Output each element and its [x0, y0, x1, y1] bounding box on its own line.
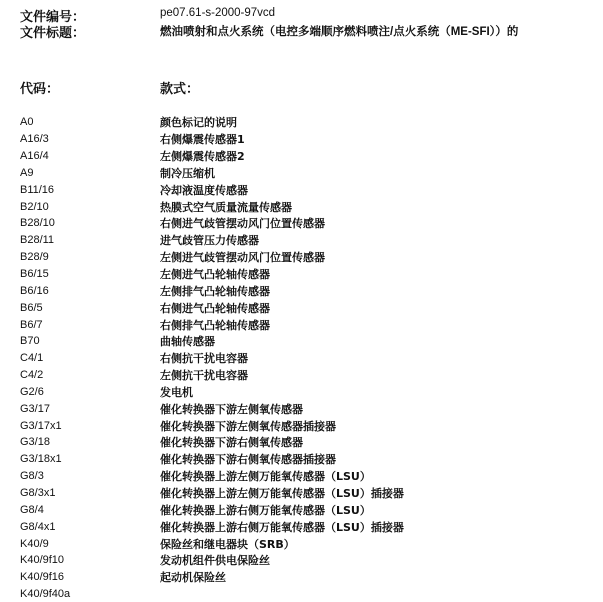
table-row — [20, 282, 404, 299]
component-description: 催化转换器下游右侧氧传感器 — [160, 436, 303, 450]
table-row — [20, 485, 404, 502]
description-column-header: 款式： — [160, 82, 200, 97]
doc-number-label: 文件编号： — [20, 10, 86, 25]
component-description: 制冷压缩机 — [160, 166, 215, 180]
component-description: 催化转换器下游左侧氧传感器 — [160, 402, 303, 416]
component-code: A9 — [20, 166, 34, 179]
component-description: 进气歧管压力传感器 — [160, 234, 259, 248]
table-row — [20, 434, 404, 451]
component-code: B6/16 — [20, 284, 49, 297]
component-code: C4/2 — [20, 369, 44, 382]
component-list — [20, 114, 404, 602]
component-description: 右侧抗干扰电容器 — [160, 352, 248, 366]
table-row — [20, 569, 404, 586]
component-code: B6/15 — [20, 268, 49, 281]
table-row — [20, 165, 404, 182]
component-code: B28/11 — [20, 234, 55, 247]
table-row — [20, 232, 404, 249]
table-row — [20, 501, 404, 518]
component-description: 左侧抗干扰电容器 — [160, 369, 248, 383]
table-row — [20, 350, 404, 367]
table-row — [20, 518, 404, 535]
component-code: G3/17 — [20, 402, 50, 415]
component-description: 发动机组件供电保险丝 — [160, 554, 270, 568]
component-code: G3/18x1 — [20, 453, 62, 466]
component-code: G8/3 — [20, 470, 44, 483]
component-description: 曲轴传感器 — [160, 335, 215, 349]
component-description: 颜色标记的说明 — [160, 116, 237, 130]
component-description: 右侧排气凸轮轴传感器 — [160, 318, 270, 332]
component-code: B6/5 — [20, 301, 43, 314]
component-code: G8/3x1 — [20, 486, 56, 499]
component-description: 左侧爆震传感器2 — [160, 150, 245, 164]
table-row — [20, 535, 404, 552]
component-description: 催化转换器上游右侧万能氧传感器（LSU）插接器 — [160, 520, 404, 534]
doc-title: 燃油喷射和点火系统（电控多端顺序燃料喷注/点火系统（ME-SFI））的 — [160, 26, 519, 38]
component-description: 催化转换器下游右侧氧传感器插接器 — [160, 453, 336, 467]
component-description: 右侧爆震传感器1 — [160, 133, 245, 147]
table-row — [20, 451, 404, 468]
component-code: G3/17x1 — [20, 419, 62, 432]
table-row — [20, 400, 404, 417]
component-code: A16/3 — [20, 133, 49, 146]
component-description: 催化转换器上游左侧万能氧传感器（LSU） — [160, 470, 371, 484]
table-row — [20, 468, 404, 485]
table-row — [20, 198, 404, 215]
component-code: G8/4x1 — [20, 520, 56, 533]
component-code: B28/9 — [20, 251, 49, 264]
doc-title-label: 文件标题： — [20, 26, 86, 41]
component-code: B2/10 — [20, 200, 49, 213]
component-description: 左侧进气歧管摆动风门位置传感器 — [160, 251, 325, 265]
component-code: G2/6 — [20, 385, 44, 398]
component-code: B6/7 — [20, 318, 43, 331]
component-description: 左侧排气凸轮轴传感器 — [160, 284, 270, 298]
table-row — [20, 181, 404, 198]
component-description: 发电机 — [160, 385, 193, 399]
component-code: B70 — [20, 335, 40, 348]
component-description: 催化转换器上游左侧万能氧传感器（LSU）插接器 — [160, 486, 404, 500]
table-row — [20, 148, 404, 165]
component-description: 右侧进气歧管摆动风门位置传感器 — [160, 217, 325, 231]
table-row — [20, 266, 404, 283]
component-description: 起动机保险丝 — [160, 571, 226, 585]
component-description: 热膜式空气质量流量传感器 — [160, 200, 292, 214]
component-description: 催化转换器上游右侧万能氧传感器（LSU） — [160, 503, 371, 517]
component-code: G8/4 — [20, 503, 44, 516]
component-code: A16/4 — [20, 150, 49, 163]
table-row — [20, 249, 404, 266]
component-description: 右侧进气凸轮轴传感器 — [160, 301, 270, 315]
code-column-header: 代码： — [20, 82, 60, 97]
component-code: K40/9f10 — [20, 554, 65, 567]
component-description: 保险丝和继电器块（SRB） — [160, 537, 295, 551]
component-code: C4/1 — [20, 352, 44, 365]
component-code: K40/9 — [20, 537, 49, 550]
component-description: 催化转换器下游左侧氧传感器插接器 — [160, 419, 336, 433]
component-code: B28/10 — [20, 217, 55, 230]
component-code: B11/16 — [20, 183, 55, 196]
doc-number: pe07.61-s-2000-97vcd — [160, 7, 276, 19]
component-description: 冷却液温度传感器 — [160, 183, 248, 197]
table-row — [20, 215, 404, 232]
table-row — [20, 131, 404, 148]
table-row — [20, 299, 404, 316]
component-code: A0 — [20, 116, 34, 129]
table-row — [20, 114, 404, 131]
component-code: K40/9f40a — [20, 588, 71, 601]
table-row — [20, 552, 404, 569]
table-row — [20, 367, 404, 384]
table-row — [20, 316, 404, 333]
table-row — [20, 586, 404, 602]
table-row — [20, 384, 404, 401]
component-code: G3/18 — [20, 436, 50, 449]
table-row — [20, 333, 404, 350]
component-description: 左侧进气凸轮轴传感器 — [160, 268, 270, 282]
component-code: K40/9f16 — [20, 571, 65, 584]
table-row — [20, 417, 404, 434]
